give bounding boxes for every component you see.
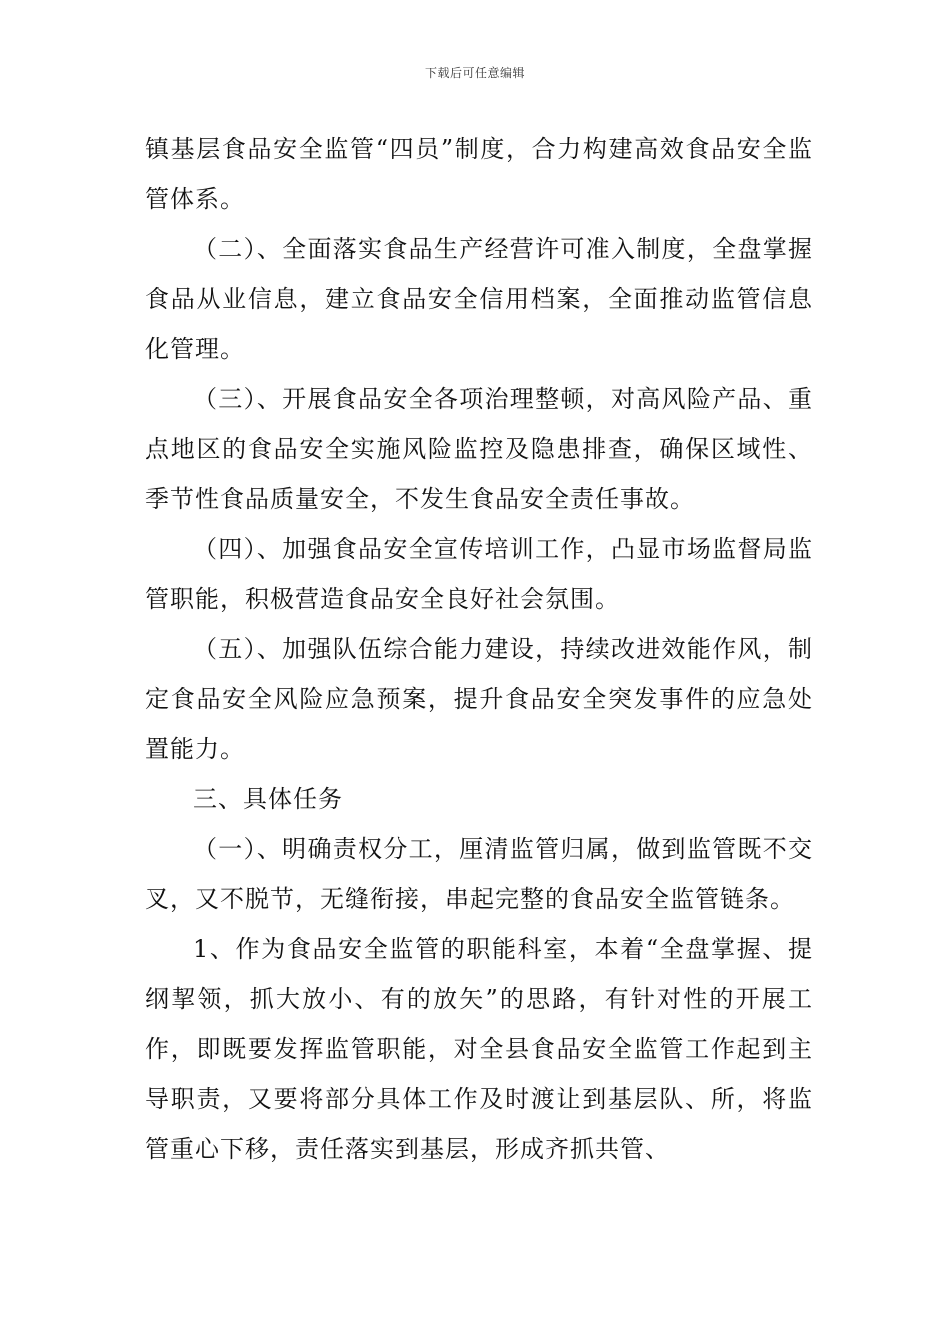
paragraph-item-3: （三）、开展食品安全各项治理整顿，对高风险产品、重点地区的食品安全实施风险监控及隐患排查，确保区域性、季节性食品质量安全，不发生食品安全责任事故。 [145,385,813,513]
document-body [145,124,813,1174]
paragraph-item-5: （五）、加强队伍综合能力建设，持续改进效能作风，制定食品安全风险应急预案，提升食品安全突发事件的应急处置能力。 [145,635,813,763]
section-heading-specific-tasks: 三、具体任务 [193,785,343,813]
paragraph-item-4: （四）、加强食品安全宣传培训工作，凸显市场监督局监管职能，积极营造食品安全良好社会氛围。 [145,535,813,613]
paragraph-item-2: （二）、全面落实食品生产经营许可准入制度，全盘掌握食品从业信息，建立食品安全信用档案，全面推动监管信息化管理。 [145,235,813,363]
paragraph-task-1-point-1: 1、作为食品安全监管的职能科室，本着“全盘掌握、提纲挈领，抓大放小、有的放矢”的思路，有针对性的开展工作，即既要发挥监管职能，对全县食品安全监管工作起到主导职责，又要将部分具体工作及时渡让到基层队、所，将监管重心下移，责任落实到基层，形成齐抓共管、 [145,935,813,1163]
paragraph-task-1: （一）、明确责权分工，厘清监管归属，做到监管既不交叉，又不脱节，无缝衔接，串起完整的食品安全监管链条。 [145,835,813,913]
paragraph-continuation: 镇基层食品安全监管“四员”制度，合力构建高效食品安全监管体系。 [145,135,813,213]
page-header-note: 下载后可任意编辑 [424,66,525,80]
